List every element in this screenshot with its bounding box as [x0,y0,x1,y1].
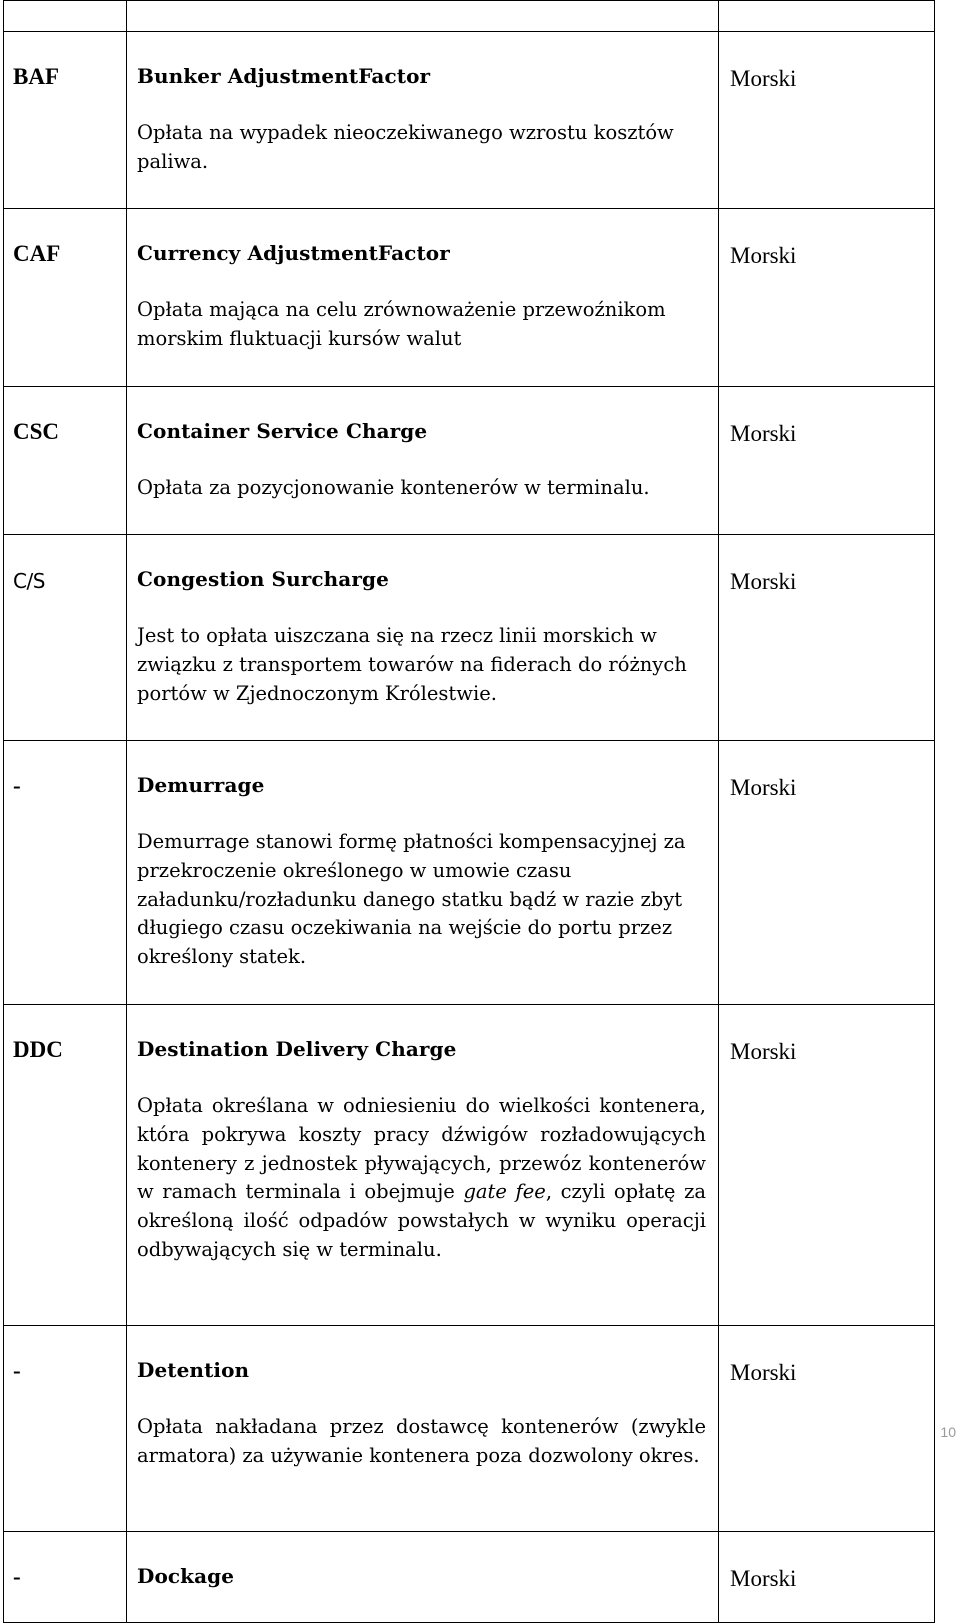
term-explanation: Demurrage stanowi formę płatności kompensacyjnej za przekroczenie określonego w umowie czasu załadunku/rozładunku danego statku bądź w razie zbyt długiego czasu oczekiwania na wejście do portu przez określony statek. [137,830,686,969]
description-cell [127,1532,719,1623]
page-number: 10 [940,1424,956,1440]
table-row-top-strip [4,1,935,32]
term-explanation: Opłata za pozycjonowanie kontenerów w terminalu. [137,476,650,499]
abbreviation-cell: - [4,741,127,1005]
term-explanation: Opłata nakładana przez dostawcę kontenerów (zwykle armatora) za używanie kontenera poza dozwolony okres. [137,1415,706,1467]
abbreviation-cell: C/S [4,535,127,741]
term-title: Detention [137,1358,250,1382]
abbreviation-cell: CAF [4,209,127,387]
description-cell [127,741,719,1005]
table-row [4,209,935,387]
explanation-emphasis: gate fee [463,1180,546,1204]
description-cell [127,387,719,535]
abbreviation-cell: CSC [4,387,127,535]
term-explanation: Opłata na wypadek nieoczekiwanego wzrostu kosztów paliwa. [137,121,674,173]
explanation-text: , czyli opłatę za określoną ilość odpadów powstałych w wyniku operacji odbywających się w terminalu. [137,1180,706,1261]
empty-cell [127,1,719,32]
transport-type-cell: Morski [719,32,935,209]
description-cell [127,209,719,387]
table-row [4,1326,935,1532]
glossary-table [3,0,935,1623]
description-cell [127,32,719,209]
transport-type-cell: Morski [719,1326,935,1532]
term-explanation: Jest to opłata uiszczana się na rzecz linii morskich w związku z transportem towarów na fiderach do różnych portów w Zjednoczonym Królestwie. [137,624,687,705]
term-explanation [137,1092,706,1265]
explanation-text: Opłata określana w odniesieniu do wielkości kontenera, która pokrywa koszty pracy dźwigów rozładowujących kontenery z jednostek pływających, przewóz kontenerów w ramach terminala i obejmuje [137,1094,706,1204]
abbreviation-cell: BAF [4,32,127,209]
table-row [4,387,935,535]
term-title: Congestion Surcharge [137,567,389,591]
term-title: Destination Delivery Charge [137,1037,457,1061]
table-row [4,535,935,741]
transport-type-cell: Morski [719,1532,935,1623]
description-cell [127,535,719,741]
transport-type-cell: Morski [719,387,935,535]
description-cell [127,1005,719,1326]
abbreviation-cell: - [4,1532,127,1623]
term-title: Bunker AdjustmentFactor [137,64,431,88]
term-title: Demurrage [137,773,265,797]
table-row [4,1005,935,1326]
table-row [4,1532,935,1623]
table-row [4,741,935,1005]
transport-type-cell: Morski [719,535,935,741]
table-row [4,32,935,209]
term-title: Dockage [137,1564,235,1588]
abbreviation-cell: - [4,1326,127,1532]
description-cell [127,1326,719,1532]
term-title: Currency AdjustmentFactor [137,241,450,265]
term-title: Container Service Charge [137,419,428,443]
transport-type-cell: Morski [719,741,935,1005]
empty-cell [4,1,127,32]
transport-type-cell: Morski [719,209,935,387]
transport-type-cell: Morski [719,1005,935,1326]
abbreviation-cell: DDC [4,1005,127,1326]
term-explanation: Opłata mająca na celu zrównoważenie przewoźnikom morskim fluktuacji kursów walut [137,298,666,350]
empty-cell [719,1,935,32]
